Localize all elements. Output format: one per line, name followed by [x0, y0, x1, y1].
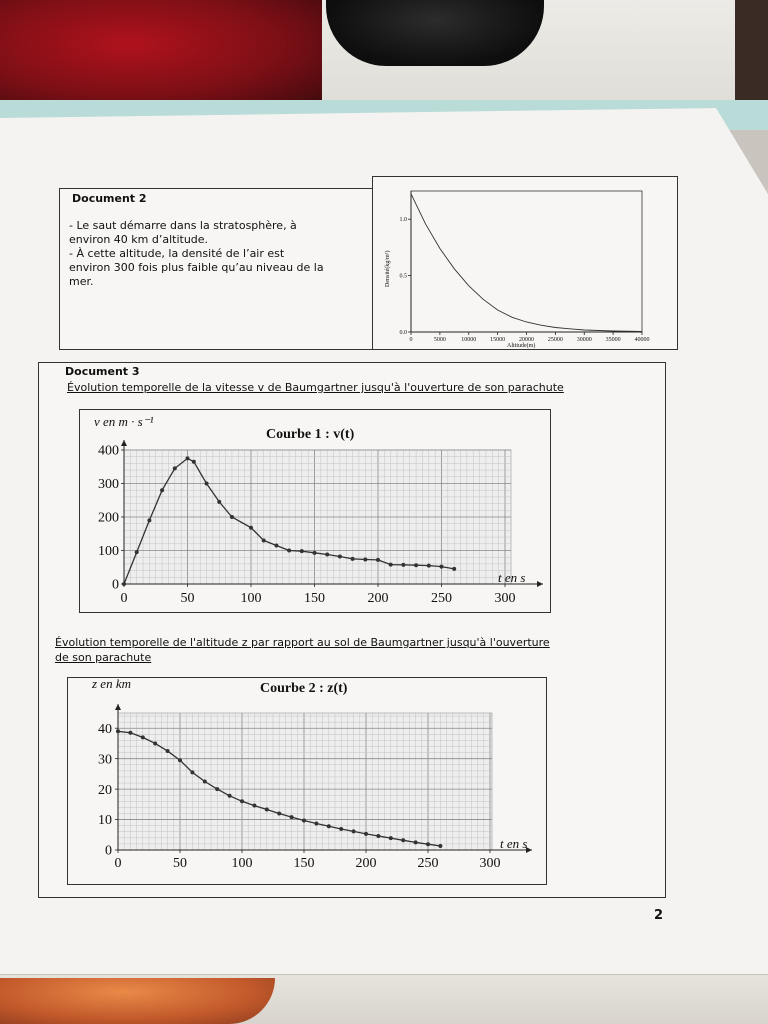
y-axis-arrow: [121, 440, 127, 446]
data-point: [173, 466, 177, 470]
x-tick-label: 100: [240, 591, 262, 606]
data-point: [147, 518, 151, 522]
y-tick-label: 0: [105, 843, 112, 859]
background-red-fabric: [0, 0, 322, 110]
y-tick-label: 0.5: [399, 273, 407, 280]
y-axis-label: v en m · s⁻¹: [94, 414, 154, 429]
x-tick-label: 10000: [461, 337, 477, 343]
data-point: [249, 526, 253, 530]
altitude-caption: Évolution temporelle de l'altitude z par rapport au sol de Baumgartner jusqu'à l'ouverture de son parachute: [55, 636, 550, 664]
data-point: [166, 749, 170, 753]
x-axis-label: t en s: [500, 836, 528, 851]
data-point: [265, 808, 269, 812]
data-point: [338, 555, 342, 559]
x-axis-label: t en s: [498, 570, 526, 585]
data-point: [314, 822, 318, 826]
y-tick-label: 100: [98, 544, 119, 560]
page-number: 2: [654, 908, 664, 923]
y-axis-label: z en km: [92, 678, 131, 691]
x-tick-label: 15000: [490, 337, 506, 343]
x-tick-label: 50: [180, 591, 195, 606]
data-point: [401, 838, 405, 842]
y-tick-label: 0.0: [399, 330, 407, 336]
y-tick-label: 400: [98, 443, 119, 459]
data-point: [217, 500, 221, 504]
x-tick-label: 250: [417, 856, 439, 871]
data-point: [376, 558, 380, 562]
y-axis-label: Densité(kg/m³): [385, 250, 391, 287]
data-point: [116, 729, 120, 733]
altitude-chart: [68, 678, 546, 884]
data-point: [240, 799, 244, 803]
document-3-box: [38, 362, 666, 898]
data-point: [389, 563, 393, 567]
x-tick-label: 300: [494, 591, 516, 606]
x-tick-label: 30000: [576, 337, 592, 343]
x-tick-label: 200: [367, 591, 389, 606]
data-point: [325, 553, 329, 557]
data-point: [128, 731, 132, 735]
y-tick-label: 1.0: [399, 217, 407, 224]
x-axis-arrow: [537, 581, 543, 587]
data-point: [300, 549, 304, 553]
data-point: [277, 811, 281, 815]
x-tick-label: 200: [355, 856, 377, 871]
x-tick-label: 20000: [519, 337, 534, 343]
data-point: [440, 565, 444, 569]
velocity-chart-frame: [79, 409, 551, 613]
data-point: [414, 563, 418, 567]
data-point: [205, 482, 209, 486]
x-tick-label: 35000: [605, 337, 621, 343]
data-point: [228, 794, 232, 798]
document-3-title: Document 3: [65, 365, 140, 378]
data-point: [389, 836, 393, 840]
data-point: [438, 844, 442, 848]
data-point: [327, 824, 331, 828]
x-tick-label: 5000: [433, 337, 446, 343]
x-tick-label: 0: [120, 591, 128, 606]
background-mouse: [326, 0, 544, 66]
data-point: [215, 787, 219, 791]
x-tick-label: 50: [173, 856, 187, 871]
data-point: [351, 557, 355, 561]
document-2-chart-box: [372, 176, 678, 350]
x-tick-label: 250: [431, 591, 452, 606]
data-point: [401, 563, 405, 567]
x-tick-label: 150: [304, 591, 325, 606]
y-tick-label: 300: [98, 477, 119, 493]
x-tick-label: 40000: [634, 337, 650, 343]
y-tick-label: 40: [98, 721, 112, 737]
document-2-text-box: [59, 188, 373, 350]
x-tick-label: 150: [293, 856, 315, 871]
data-point: [178, 758, 182, 762]
data-point: [414, 840, 418, 844]
data-point: [230, 515, 234, 519]
data-point: [287, 549, 291, 553]
data-point: [262, 538, 266, 542]
data-point: [352, 829, 356, 833]
data-point: [160, 488, 164, 492]
data-point: [313, 551, 317, 555]
density-altitude-chart: [373, 177, 677, 349]
data-point: [122, 582, 126, 586]
x-axis-label: Altitude(m): [507, 343, 536, 349]
data-point: [274, 543, 278, 547]
grid-background: [118, 713, 492, 850]
chart-title: Courbe 2 : z(t): [260, 681, 348, 696]
data-point: [135, 550, 139, 554]
y-tick-label: 200: [98, 510, 119, 526]
data-point: [186, 456, 190, 460]
document-2-title: Document 2: [72, 192, 147, 205]
data-point: [339, 827, 343, 831]
data-point: [363, 558, 367, 562]
data-point: [141, 735, 145, 739]
x-tick-label: 0: [114, 856, 122, 871]
y-axis-arrow: [115, 704, 121, 710]
plot-frame: [411, 191, 642, 332]
x-tick-label: 300: [479, 856, 501, 871]
data-point: [364, 832, 368, 836]
data-point: [452, 567, 456, 571]
data-point: [153, 741, 157, 745]
data-point: [252, 804, 256, 808]
data-point: [190, 770, 194, 774]
data-line: [411, 194, 642, 332]
data-point: [203, 780, 207, 784]
y-tick-label: 10: [98, 813, 112, 829]
background-orange-object: [0, 978, 275, 1024]
chart-title: Courbe 1 : v(t): [266, 427, 355, 442]
data-point: [426, 842, 430, 846]
y-tick-label: 0: [112, 577, 119, 593]
data-point: [290, 815, 294, 819]
y-tick-label: 30: [98, 752, 112, 768]
x-tick-label: 25000: [547, 337, 563, 343]
data-point: [192, 460, 196, 464]
y-tick-label: 20: [98, 782, 112, 798]
data-point: [376, 834, 380, 838]
data-point: [302, 818, 306, 822]
document-2-text: - Le saut démarre dans la stratosphère, à environ 40 km d’altitude. - À cette altitude, la densité de l’air est environ 300 fois plus faible qu’au niveau de la mer.: [69, 219, 324, 288]
velocity-chart: [80, 410, 550, 612]
velocity-caption: Évolution temporelle de la vitesse v de Baumgartner jusqu'à l'ouverture de son parachute: [67, 381, 564, 394]
altitude-chart-frame: [67, 677, 547, 885]
x-tick-label: 0: [409, 337, 413, 343]
x-tick-label: 100: [231, 856, 253, 871]
data-point: [427, 564, 431, 568]
